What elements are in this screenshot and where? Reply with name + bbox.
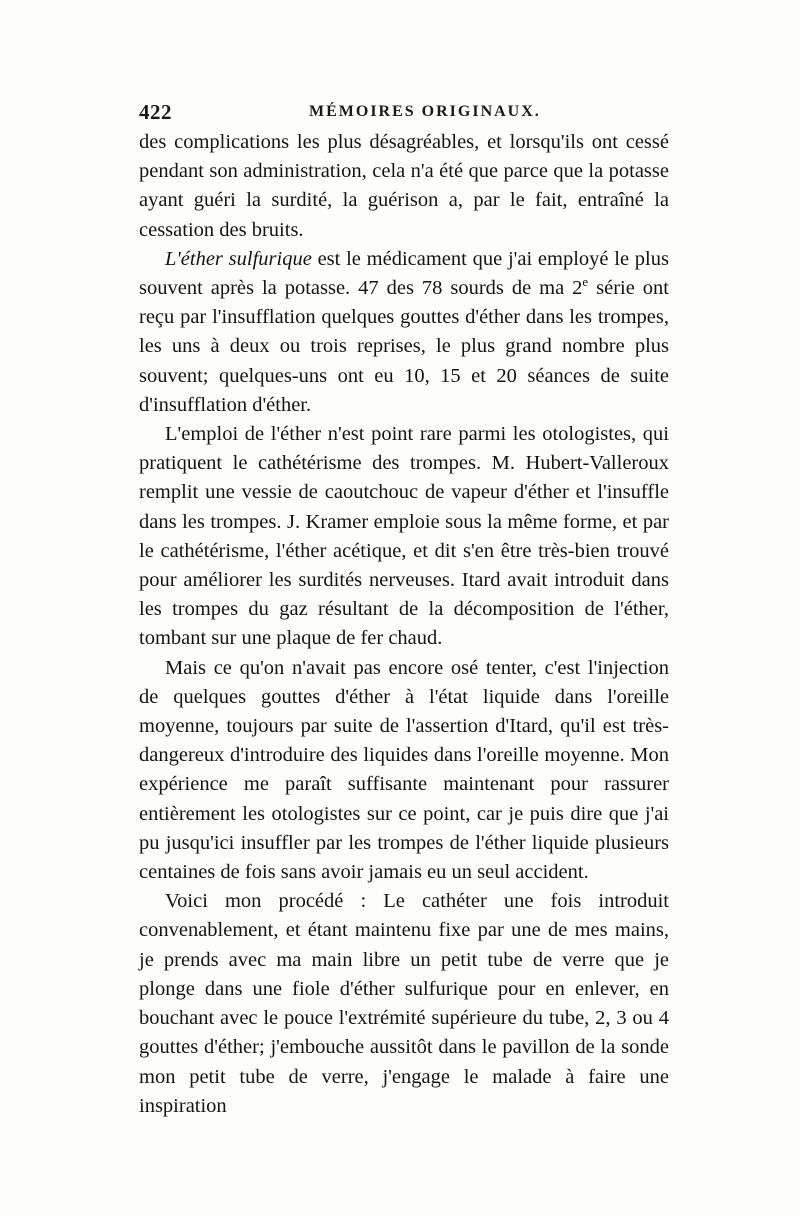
paragraph-text-part: série ont reçu par l'insufflation quelques gouttes d'éther dans les trompes, les uns à deux ou trois reprises, le plus grand nombre plus souvent; quelques-uns ont eu 10, 15 et 20 séances de suite d'insufflation d'éther. bbox=[139, 277, 670, 416]
paragraph-text-part: est le médicament que j'ai employé le plus souvent après la potasse. 47 des 78 sourds de ma 2 bbox=[139, 247, 669, 300]
paragraph-procede: Voici mon procédé : Le cathéter une fois introduit convenablement, et étant maintenu fixe par une de mes mains, je prends avec ma main libre un petit tube de verre que je plonge dans une fiole d'éther sulfurique pour en enlever, en bouchant avec le pouce l'extrémité supérieure du tube, 2, 3 ou 4 gouttes d'éther; j'embouche aussitôt dans le pavillon de la sonde mon petit tube de verre, j'engage le malade à faire une inspiration bbox=[139, 890, 669, 1117]
running-title: MÉMOIRES ORIGINAUX. bbox=[309, 103, 541, 120]
running-head bbox=[139, 100, 669, 124]
superscript: e bbox=[582, 274, 589, 290]
paragraph-injection: Mais ce qu'on n'avait pas encore osé tenter, c'est l'injection de quelques gouttes d'éther à l'état liquide dans l'oreille moyenne, toujours par suite de l'assertion d'Itard, qu'il est très-dangereux d'introduire des liquides dans l'oreille moyenne. Mon expérience me paraît suffisante maintenant pour rassurer entièrement les otologistes sur ce point, car je puis dire que j'ai pu jusqu'ici insuffler par les trompes de l'éther liquide plusieurs centaines de fois sans avoir jamais eu un seul accident. bbox=[139, 656, 669, 884]
italic-term: L'éther sulfurique bbox=[165, 247, 312, 270]
paragraph-continuation: des complications les plus désagréables, et lorsqu'ils ont cessé pendant son administration, cela n'a été que parce que la potasse ayant guéri la surdité, la guérison a, par le fait, entraîné la cessation des bruits. bbox=[139, 131, 669, 241]
page-number: 422 bbox=[139, 100, 172, 124]
body-text bbox=[139, 128, 669, 1121]
paragraph-ether-sulfurique bbox=[139, 245, 669, 420]
paragraph-emploi-ether: L'emploi de l'éther n'est point rare parmi les otologistes, qui pratiquent le cathétérisme des trompes. M. Hubert-Valleroux remplit une vessie de caoutchouc de vapeur d'éther et l'insuffle dans les trompes. J. Kramer emploie sous la même forme, et par le cathétérisme, l'éther acétique, et dit s'en être très-bien trouvé pour améliorer les surdités nerveuses. Itard avait introduit dans les trompes du gaz résultant de la décomposition de l'éther, tombant sur une plaque de fer chaud. bbox=[139, 423, 669, 650]
